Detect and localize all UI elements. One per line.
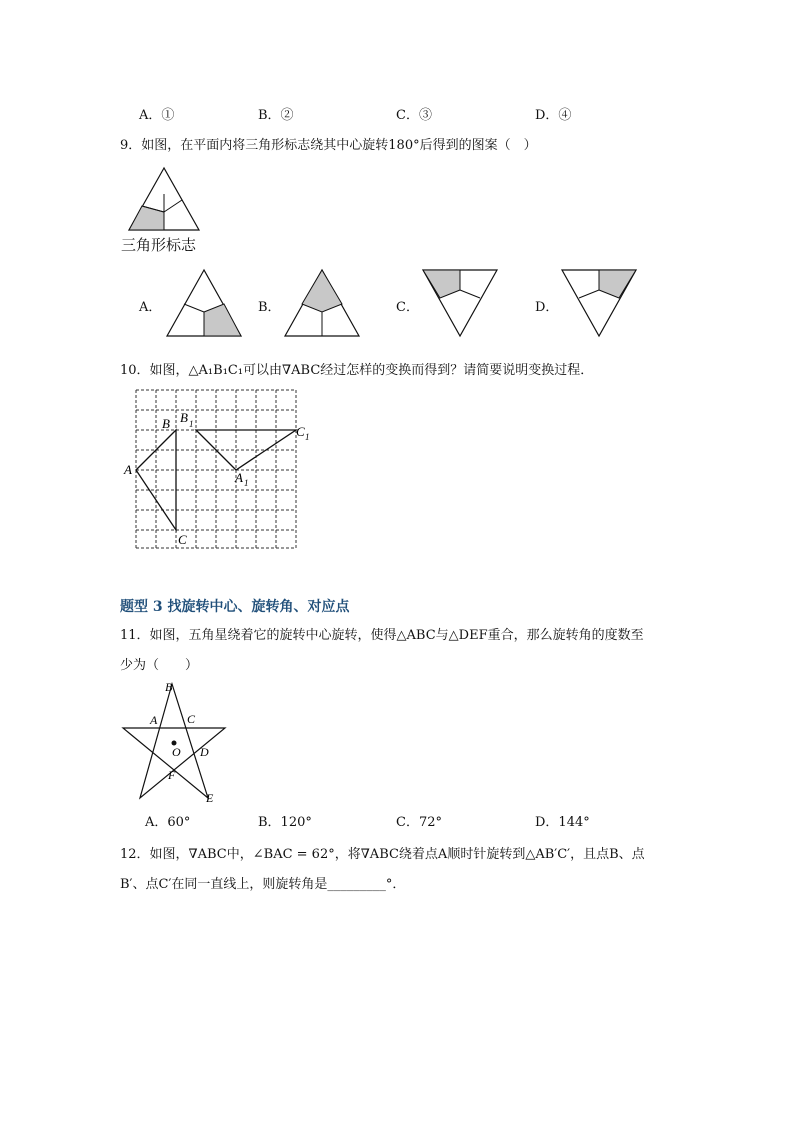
q10-label-c: C — [178, 532, 187, 547]
q9-option-c-label: C． — [396, 300, 419, 315]
q9-figure-caption: 三角形标志 — [121, 236, 197, 254]
q10-label-a: A — [124, 462, 132, 477]
q11-label-c: C — [187, 712, 196, 726]
q10-label-a1: A — [235, 470, 243, 485]
q8-option-c: C．③ — [396, 108, 432, 123]
q9-option-b-figure — [283, 268, 361, 338]
q11-label-e: E — [206, 791, 214, 804]
q10-grid-figure — [118, 384, 318, 554]
q11-stem-line1: 11．如图，五角星绕着它的旋转中心旋转，使得△ABC与△DEF重合，那么旋转角的度数至 — [120, 628, 644, 643]
q10-stem: 10．如图，△A₁B₁C₁可以由∇ABC经过怎样的变换而得到？请简要说明变换过程． — [120, 363, 594, 378]
q11-option-a: A．60° — [145, 815, 191, 830]
q11-label-d: D — [200, 745, 209, 759]
q9-option-b-label: B． — [258, 300, 281, 315]
q9-logo-figure — [126, 166, 202, 232]
q10-label-c1: C — [296, 424, 305, 439]
q12-stem-line1: 12．如图，∇ABC中，∠BAC = 62°，将∇ABC绕着点A顺时针旋转到△AB′C′，且点B、点 — [120, 847, 645, 862]
q9-option-d-label: D． — [535, 300, 559, 315]
q11-stem-line2: 少为（ ） — [120, 658, 199, 673]
q10-label-c1-sub: 1 — [305, 432, 310, 442]
q11-option-b: B．120° — [258, 815, 312, 830]
q10-label-b: B — [162, 416, 170, 431]
q9-option-c-figure — [421, 268, 499, 338]
q9-option-d-figure — [560, 268, 638, 338]
q8-option-b: B．② — [258, 108, 294, 123]
q12-stem-line2: B′、点C′在同一直线上，则旋转角是_________°． — [120, 877, 406, 892]
q8-option-a: A．① — [139, 108, 175, 123]
q11-star-figure — [120, 678, 230, 804]
q10-label-b1: B — [180, 410, 188, 425]
q11-label-o: O — [172, 745, 181, 759]
q9-option-a-figure — [165, 268, 243, 338]
section3-heading: 题型 3 找旋转中心、旋转角、对应点 — [120, 599, 350, 615]
q8-option-d: D．④ — [535, 108, 572, 123]
q10-label-a1-sub: 1 — [244, 478, 249, 488]
q11-option-c: C．72° — [396, 815, 442, 830]
q9-option-a-label: A． — [139, 300, 162, 315]
q11-label-f: F — [168, 768, 176, 782]
q9-stem: 9．如图，在平面内将三角形标志绕其中心旋转180°后得到的图案（ ） — [120, 138, 537, 153]
q11-label-b: B — [165, 680, 173, 694]
q10-label-b1-sub: 1 — [189, 419, 194, 429]
q11-label-a: A — [150, 713, 158, 727]
q11-option-d: D．144° — [535, 815, 590, 830]
